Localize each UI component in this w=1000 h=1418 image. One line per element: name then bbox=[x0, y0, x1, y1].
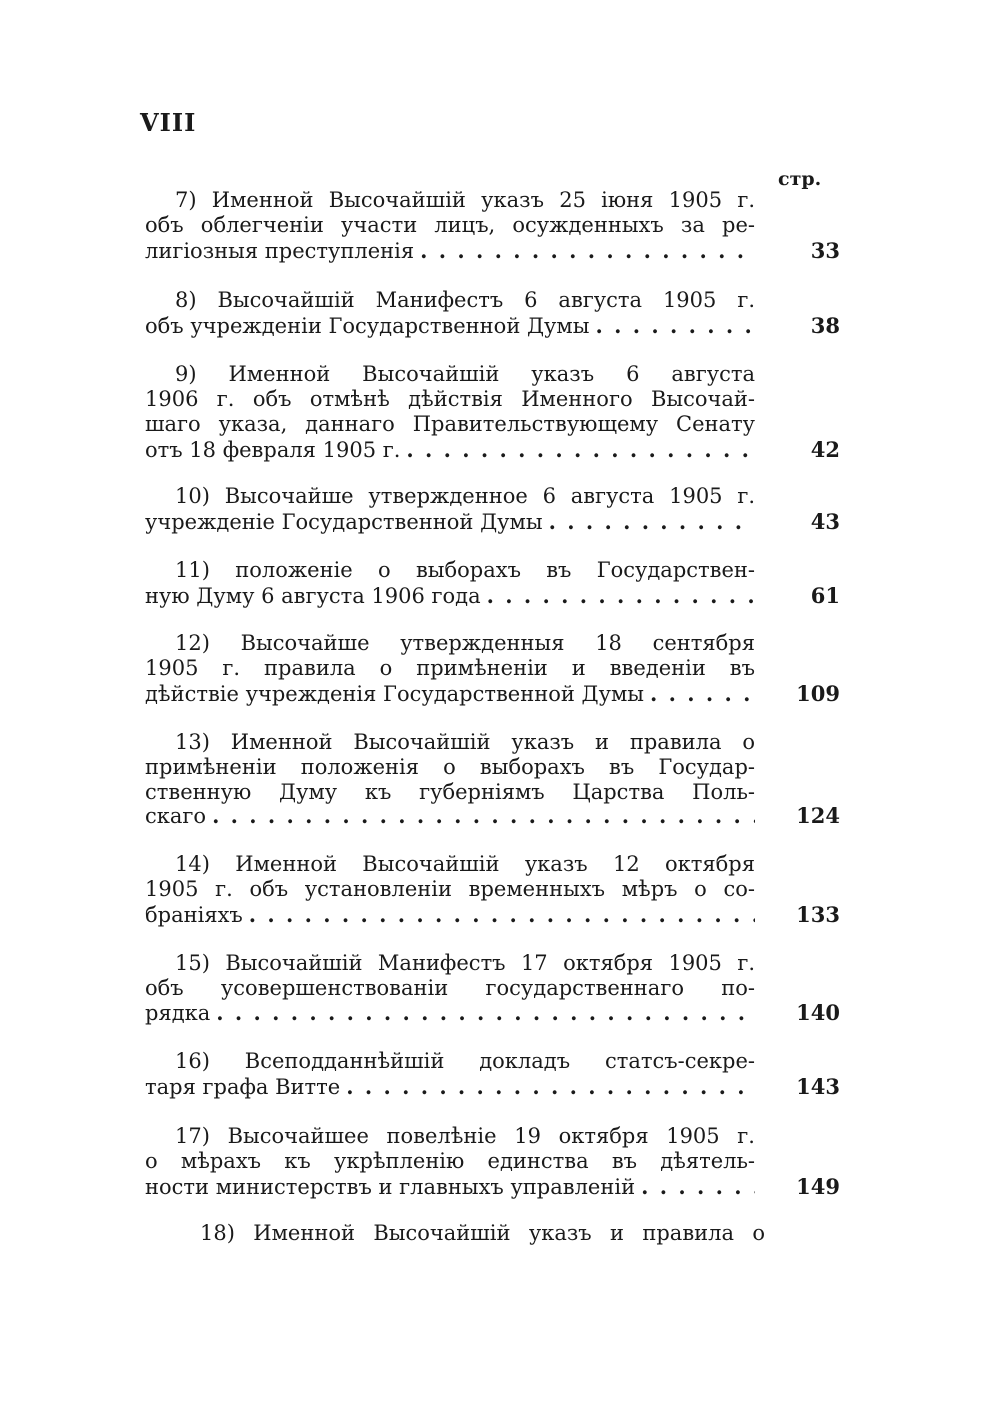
entry-line: ственную Думу къ губерніямъ Царства Поль- bbox=[145, 780, 755, 804]
entry-line-text: таря графа Витте bbox=[145, 1075, 341, 1099]
page-reference: 124 bbox=[796, 803, 840, 828]
entry-line: 15) Высочайшій Манифестъ 17 октября 1905 г. bbox=[175, 951, 755, 975]
entry-line-text: рядка bbox=[145, 1001, 211, 1025]
entry-line bbox=[145, 509, 755, 534]
page-reference: 33 bbox=[810, 238, 840, 263]
entry-line bbox=[145, 681, 755, 706]
entry-line-text: ную Думу 6 августа 1906 года bbox=[145, 584, 481, 608]
entry-line bbox=[145, 1074, 755, 1099]
leader-dots bbox=[400, 437, 755, 462]
entry-line bbox=[145, 437, 755, 462]
entry-line-text: дѣйствіе учрежденія Государственной Думы bbox=[145, 682, 645, 706]
page-reference: 43 bbox=[810, 509, 840, 534]
entry-line-text: ности министерствъ и главныхъ управленій bbox=[145, 1175, 636, 1199]
page-reference: 109 bbox=[796, 681, 840, 706]
entry-line: 7) Именной Высочайшій указъ 25 іюня 1905 г. bbox=[175, 188, 755, 212]
entry-line: шаго указа, даннаго Правительствующему Сенату bbox=[145, 412, 755, 436]
entry-line bbox=[145, 238, 755, 263]
entry-line: объ усовершенствованіи государственнаго по- bbox=[145, 976, 755, 1000]
page-reference: 149 bbox=[796, 1174, 840, 1199]
leader-dots bbox=[589, 313, 755, 338]
entry-line: о мѣрахъ къ укрѣпленію единства въ дѣятель- bbox=[145, 1149, 755, 1173]
entry-line: 9) Именной Высочайшій указъ 6 августа bbox=[175, 362, 755, 386]
entry-line-text: скаго bbox=[145, 804, 207, 828]
entry-line bbox=[145, 902, 755, 927]
page-number: VIII bbox=[140, 108, 197, 137]
entry-line-text: лигіозныя преступленія bbox=[145, 239, 415, 263]
entry-line: 1905 г. правила о примѣненіи и введеніи въ bbox=[145, 656, 755, 680]
leader-dots bbox=[340, 1074, 755, 1099]
leader-dots bbox=[543, 509, 755, 534]
leader-dots bbox=[635, 1174, 755, 1199]
entry-line-text: отъ 18 февраля 1905 г. bbox=[145, 438, 401, 462]
leader-dots bbox=[414, 238, 755, 263]
entry-line-text: объ учрежденіи Государственной Думы bbox=[145, 314, 590, 338]
entry-line: объ облегченіи участи лицъ, осужденныхъ за ре- bbox=[145, 213, 755, 237]
entry-line bbox=[145, 1000, 755, 1025]
entry-line: 8) Высочайшій Манифестъ 6 августа 1905 г. bbox=[175, 288, 755, 312]
page-reference: 61 bbox=[810, 583, 840, 608]
leader-dots bbox=[206, 803, 755, 828]
leader-dots bbox=[243, 902, 755, 927]
page-reference: 133 bbox=[796, 902, 840, 927]
entry-line: 12) Высочайше утвержденныя 18 сентября bbox=[175, 631, 755, 655]
leader-dots bbox=[210, 1000, 755, 1025]
entry-line-text: браніяхъ bbox=[145, 903, 243, 927]
entry-line bbox=[145, 583, 755, 608]
entry-line: 1906 г. объ отмѣнѣ дѣйствія Именного Высочай- bbox=[145, 387, 755, 411]
entry-line: 14) Именной Высочайшій указъ 12 октября bbox=[175, 852, 755, 876]
entry-line: 10) Высочайше утвержденное 6 августа 1905 г. bbox=[175, 484, 755, 508]
entry-line bbox=[145, 313, 755, 338]
page-reference: 143 bbox=[796, 1074, 840, 1099]
entry-line: 13) Именной Высочайшій указъ и правила о bbox=[175, 730, 755, 754]
trailing-entry-line: 18) Именной Высочайшій указъ и правила о bbox=[200, 1221, 765, 1245]
page-reference: 42 bbox=[810, 437, 840, 462]
entry-line: 17) Высочайшее повелѣніе 19 октября 1905 г. bbox=[175, 1124, 755, 1148]
entry-line bbox=[145, 1174, 755, 1199]
entry-line: примѣненіи положенія о выборахъ въ Государ- bbox=[145, 755, 755, 779]
entry-line: 11) положеніе о выборахъ въ Государствен- bbox=[175, 558, 755, 582]
leader-dots bbox=[644, 681, 755, 706]
entry-line: 1905 г. объ установленіи временныхъ мѣръ о со- bbox=[145, 877, 755, 901]
page-column-label: стр. bbox=[778, 168, 822, 190]
entry-line bbox=[145, 803, 755, 828]
page-reference: 140 bbox=[796, 1000, 840, 1025]
entry-line-text: учрежденіе Государственной Думы bbox=[145, 510, 543, 534]
leader-dots bbox=[481, 583, 755, 608]
entry-line: 16) Всеподданнѣйшій докладъ статсъ-секре- bbox=[175, 1049, 755, 1073]
page-reference: 38 bbox=[810, 313, 840, 338]
